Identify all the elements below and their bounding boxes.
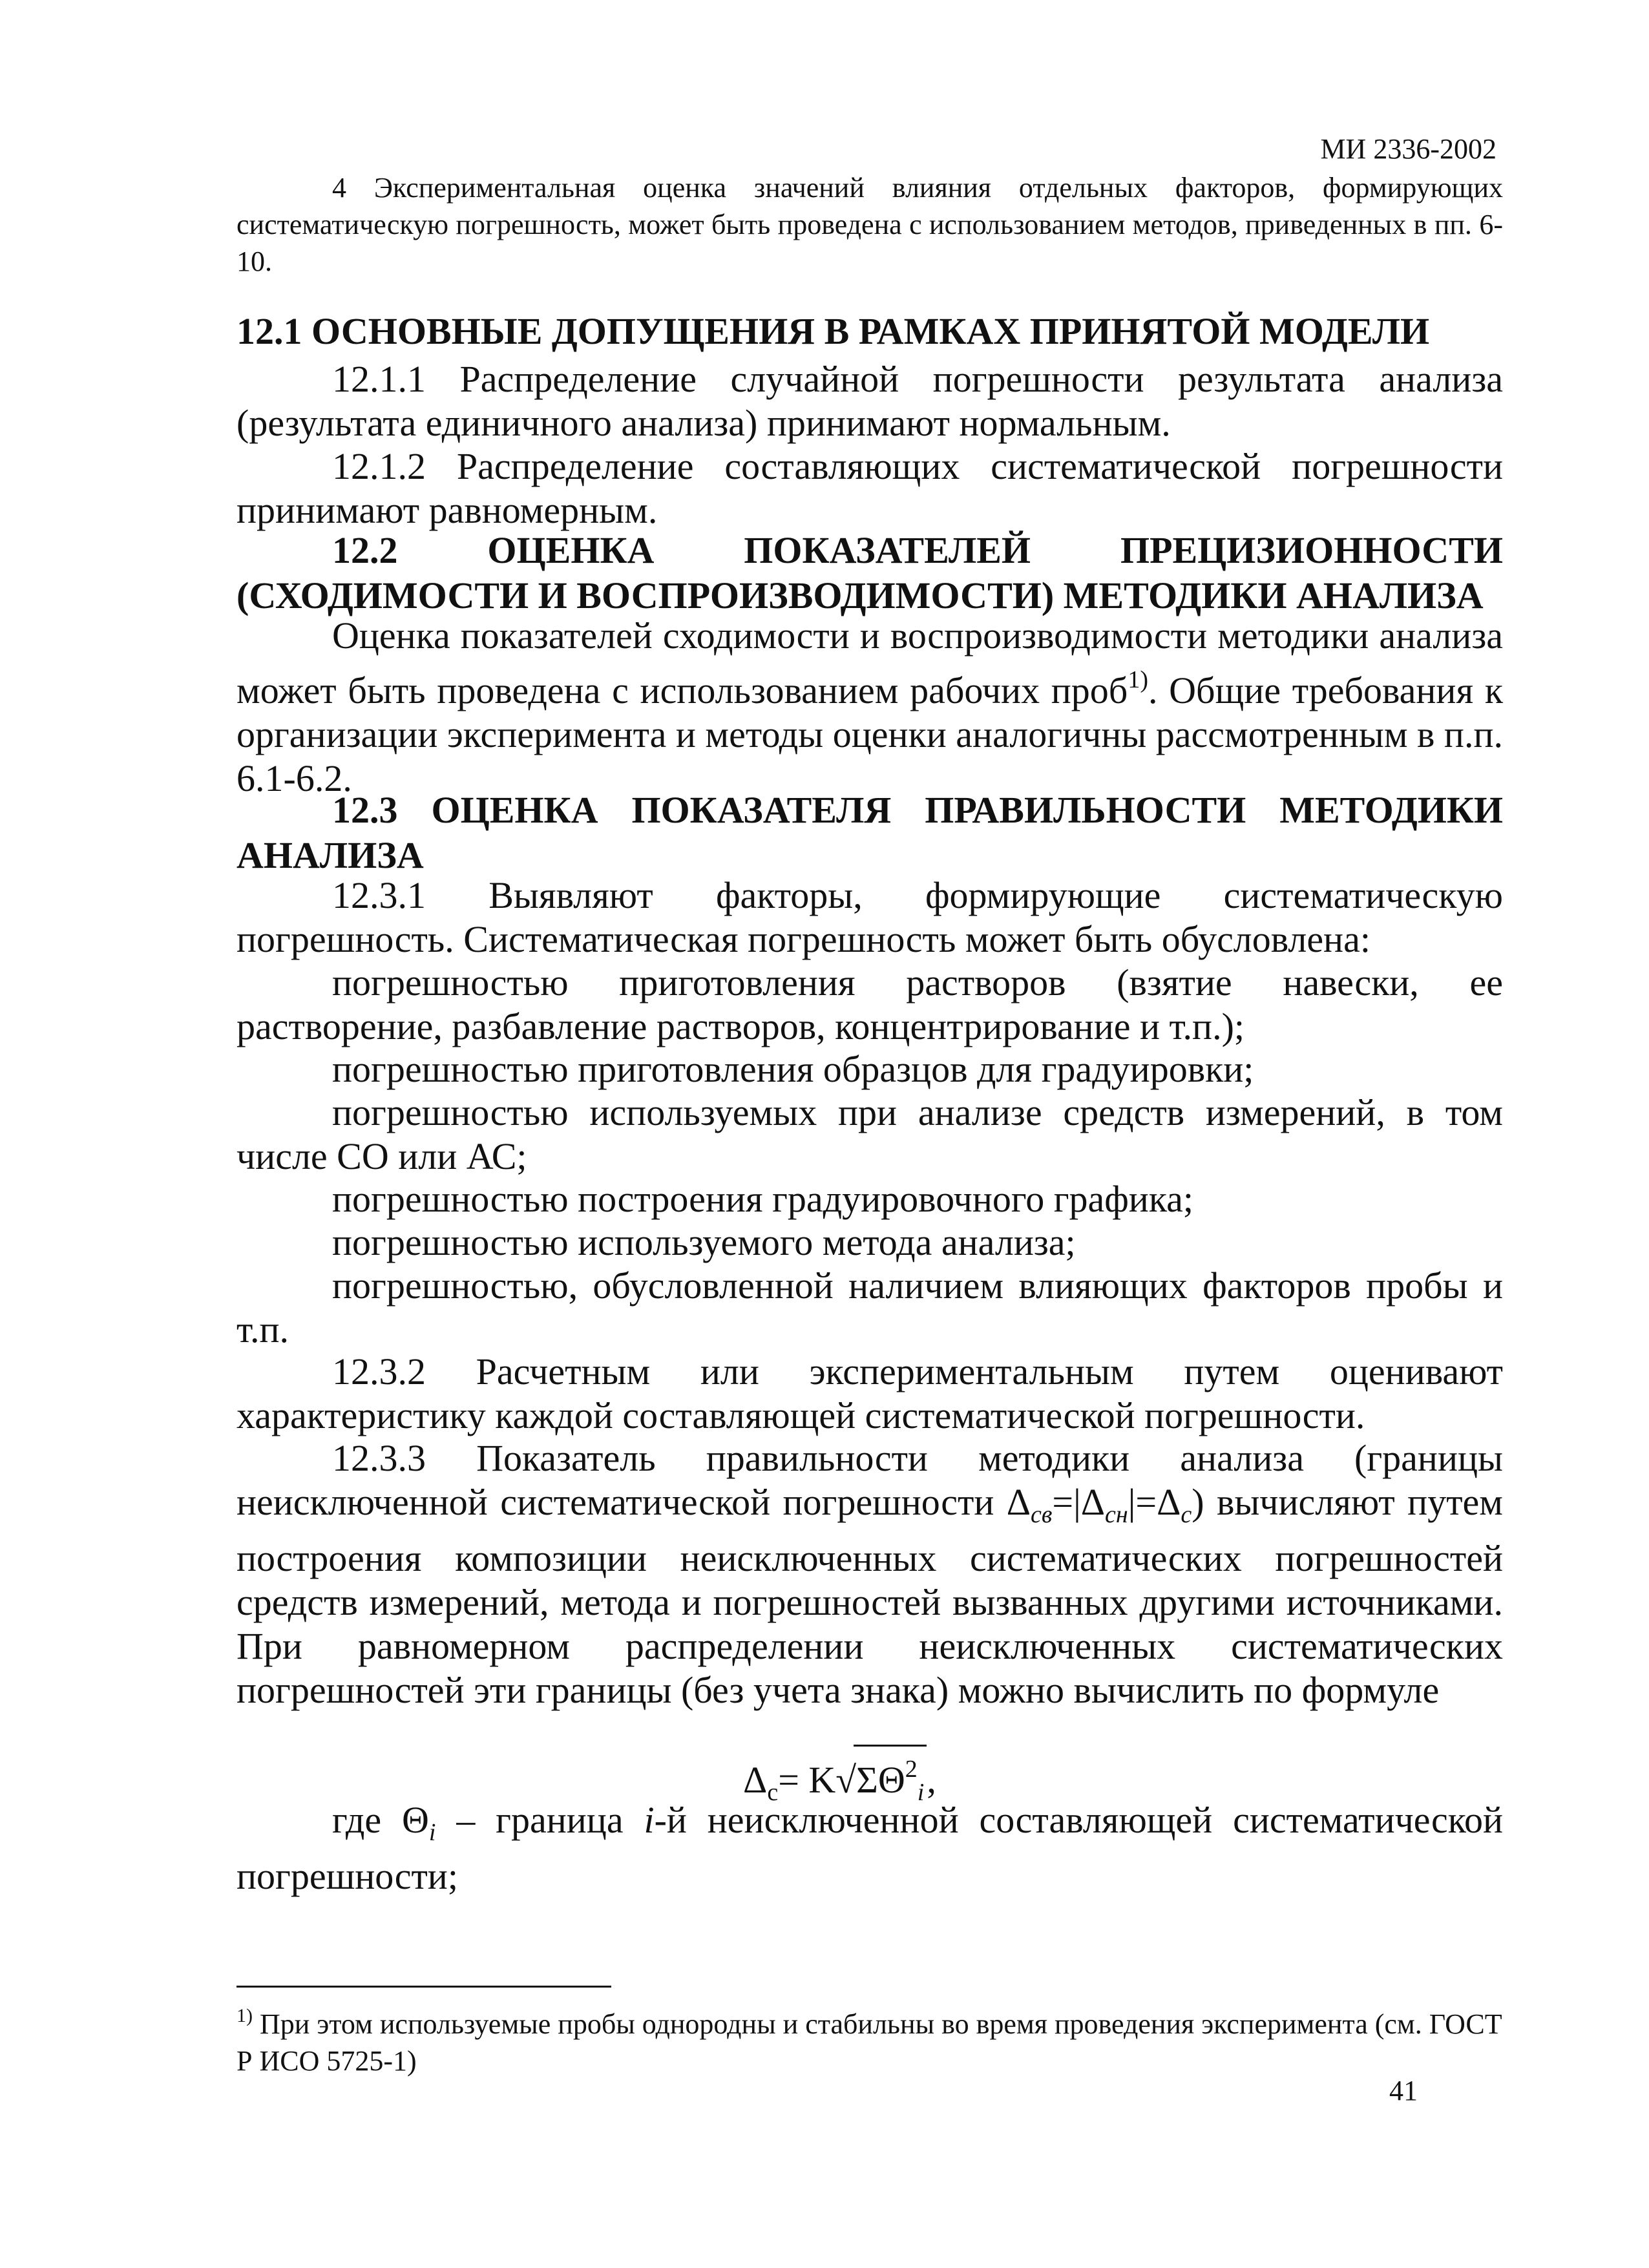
paragraph-12-2-text-a: Оценка показателей сходимости и воспроизводимости методики анализа может быть проведена с использованием рабочих проб — [236, 614, 1503, 711]
radicand-superscript: 2 — [905, 1756, 918, 1783]
formula-lhs-subscript: с — [767, 1779, 779, 1806]
formula-lhs: Δ — [743, 1759, 768, 1801]
text-run: где Θ — [332, 1799, 429, 1841]
subscript: с — [1181, 1501, 1192, 1528]
footnote-separator — [236, 1986, 611, 1988]
footnote-ref: 1) — [1128, 666, 1148, 693]
paragraph-12-1-2: 12.1.2 Распределение составляющих систематической погрешности принимают равномерным. — [236, 445, 1503, 531]
paragraph-12-1-1: 12.1.1 Распределение случайной погрешности результата анализа (результата единичного анализа) принимают нормальным. — [236, 358, 1503, 444]
paragraph-12-2 — [236, 614, 1503, 801]
subscript: св — [1031, 1501, 1053, 1528]
radical-sign: √ — [835, 1759, 857, 1801]
text-run: |=Δ — [1128, 1481, 1181, 1523]
formula-coefficient: = K — [778, 1759, 836, 1801]
text-run: 12.3.3 Показатель правильности методики анализа (границы неисключенной систематической погрешности Δ — [236, 1437, 1503, 1523]
page-number: 41 — [1389, 2075, 1418, 2106]
list-item: погрешностью используемого метода анализа; — [332, 1221, 1076, 1263]
document-code: МИ 2336-2002 — [1320, 133, 1497, 165]
text-run: – граница — [436, 1799, 644, 1841]
section-12-2-title: 12.2 ОЦЕНКА ПОКАЗАТЕЛЕЙ ПРЕЦИЗИОННОСТИ (СХОДИМОСТИ И ВОСПРОИЗВОДИМОСТИ) МЕТОДИКИ АНАЛИЗА — [236, 529, 1503, 616]
paragraph-12-3-3 — [236, 1436, 1503, 1712]
list-item: погрешностью построения градуировочного графика; — [332, 1178, 1194, 1220]
list-item: погрешностью используемых при анализе средств измерений, в том числе СО или АС; — [236, 1091, 1503, 1177]
radicand-text: ΣΘ — [856, 1759, 905, 1801]
italic-var: i — [644, 1799, 655, 1841]
list-item: погрешностью приготовления образцов для градуировки; — [332, 1048, 1254, 1090]
radicand-subscript: i — [917, 1779, 925, 1806]
paragraph-12-3-1: 12.3.1 Выявляют факторы, формирующие систематическую погрешность. Систематическая погрешность может быть обусловлена: — [236, 874, 1503, 960]
section-12-3-title: 12.3 ОЦЕНКА ПОКАЗАТЕЛЯ ПРАВИЛЬНОСТИ МЕТОДИКИ АНАЛИЗА — [236, 789, 1503, 876]
list-item: погрешностью, обусловленной наличием влияющих факторов пробы и т.п. — [236, 1265, 1503, 1350]
paragraph-12-3-2: 12.3.2 Расчетным или экспериментальным путем оценивают характеристику каждой составляющей систематической погрешности. — [236, 1350, 1503, 1436]
footnote-mark: 1) — [236, 2005, 253, 2026]
footnote — [236, 1997, 1503, 2079]
paragraph-12-2-text-b: . Общие требования к организации эксперимента и методы оценки аналогичны рассмотренным в п.п. 6.1-6.2. — [236, 669, 1503, 799]
subscript: сн — [1105, 1501, 1128, 1528]
formula-comma: , — [927, 1759, 936, 1801]
subscript: i — [428, 1819, 436, 1846]
intro-paragraph: 4 Экспериментальная оценка значений влияния отдельных факторов, формирующих систематическую погрешность, может быть проведена с использованием методов, приведенных в пп. 6-10. — [236, 172, 1503, 277]
text-run: =|Δ — [1052, 1481, 1106, 1523]
text-run: ) вычисляют путем построения композиции неисключенных систематических погрешностей средств измерений, метода и погрешностей вызванных другими источниками. При равномерном распределении неисключенных систематических погрешностей эти границы (без учета знака) можно вычислить по формуле — [236, 1481, 1503, 1711]
footnote-text: При этом используемые пробы однородны и стабильны во время проведения эксперимента (см. ГОСТ Р ИСО 5725-1) — [236, 2008, 1502, 2077]
text-run: -й неисключенной составляющей систематической погрешности; — [236, 1799, 1503, 1897]
section-12-1-title: 12.1 ОСНОВНЫЕ ДОПУЩЕНИЯ В РАМКАХ ПРИНЯТОЙ МОДЕЛИ — [236, 310, 1430, 352]
list-item: погрешностью приготовления растворов (взятие навески, ее растворение, разбавление растворов, концентрирование и т.п.); — [236, 961, 1503, 1047]
where-clause — [236, 1798, 1503, 1898]
